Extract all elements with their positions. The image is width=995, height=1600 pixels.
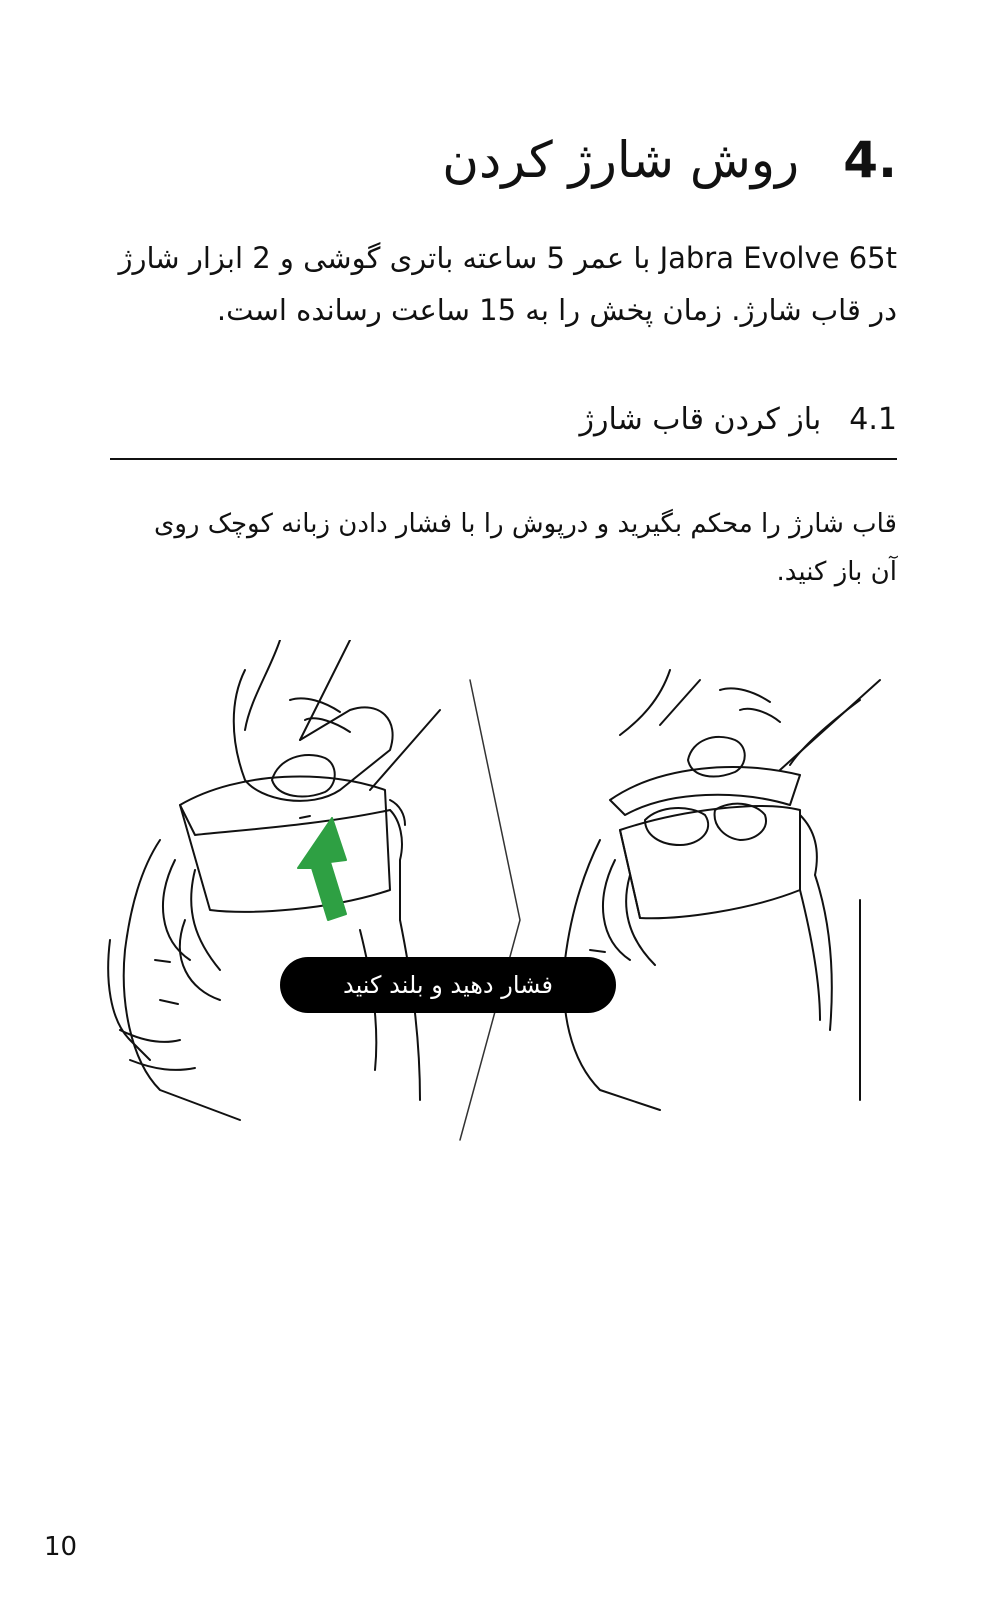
right-hand-opening-case: [564, 670, 880, 1110]
instruction-line: قاب شارژ را محکم بگیرید و درپوش را با فشار دادن زبانه کوچک روی: [153, 509, 897, 539]
section-number: .4: [843, 131, 897, 189]
intro-paragraph: [102, 232, 897, 336]
heading-divider: [110, 458, 897, 460]
push-and-lift-callout: فشار دهید و بلند کنید: [280, 957, 616, 1013]
subsection-number: 4.1: [849, 402, 897, 437]
page-number: 10: [44, 1532, 78, 1562]
panel-divider: [460, 680, 520, 1140]
push-arrow-icon: [298, 818, 346, 920]
section-heading: [97, 128, 897, 192]
opening-case-illustration: [100, 640, 910, 1180]
subsection-title: باز کردن قاب شارژ: [579, 402, 822, 437]
intro-line: Jabra Evolve 65t با عمر 5 ساعته باتری گوشی و 2 ابزار شارژ: [118, 241, 897, 275]
intro-line: در قاب شارژ. زمان پخش را به 15 ساعت رسانده است.: [216, 293, 897, 327]
instruction-paragraph: [102, 500, 897, 596]
left-hand-with-closed-case: [108, 640, 440, 1120]
section-title: روش شارژ کردن: [442, 131, 800, 189]
instruction-line: آن باز کنید.: [776, 557, 897, 587]
subsection-heading: [102, 398, 897, 442]
